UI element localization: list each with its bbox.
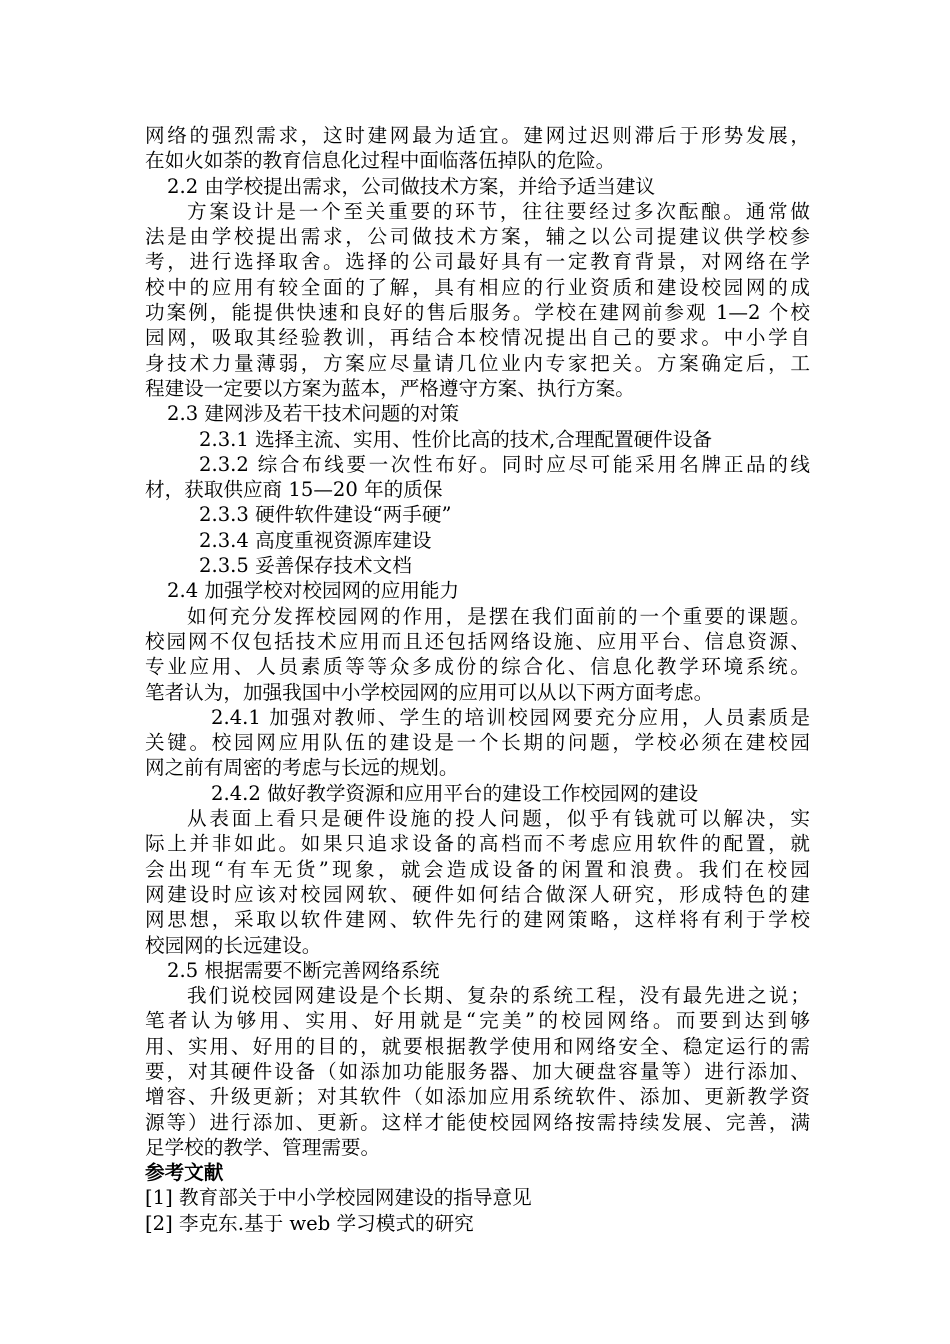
paragraph-line: 专业应用、人员素质等等众多成份的综合化、信息化教学环境系统。 (145, 655, 810, 679)
paragraph-line: 关键。校园网应用队伍的建设是一个长期的问题，学校必须在建校园 (145, 731, 810, 755)
references-heading: 参考文献 (145, 1161, 224, 1185)
reference-item: [2] 李克东.基于 web 学习模式的研究 (145, 1211, 474, 1235)
paragraph-line: 笔者认为够用、实用、好用就是“完美”的校园网络。而要到达到够 (145, 1009, 810, 1033)
paragraph-line: 网建设时应该对校园网软、硬件如何结合做深人研究，形成特色的建 (145, 882, 810, 906)
paragraph-line: 笔者认为，加强我国中小学校园网的应用可以从以下两方面考虑。 (145, 680, 714, 704)
paragraph-line: 校园网的长远建设。 (145, 933, 322, 957)
paragraph-line: 增容、升级更新；对其软件（如添加应用系统软件、添加、更新教学资 (145, 1085, 810, 1109)
paragraph-line: 网思想，采取以软件建网、软件先行的建网策略，这样将有利于学校 (145, 908, 810, 932)
paragraph-line: 程建设一定要以方案为蓝本，严格遵守方案、执行方案。 (145, 376, 635, 400)
subsection-item: 2.3.5 妥善保存技术文档 (199, 554, 412, 578)
paragraph-line: 网之前有周密的考虑与长远的规划。 (145, 756, 459, 780)
subsection-item: 2.3.4 高度重视资源库建设 (199, 528, 432, 552)
subsection-item: 2.3.3 硬件软件建设“两手硬” (199, 503, 452, 527)
section-heading-2-2: 2.2 由学校提出需求，公司做技术方案，并给予适当建议 (167, 174, 656, 198)
section-heading-2-3: 2.3 建网涉及若干技术问题的对策 (167, 402, 460, 426)
document-page (145, 123, 810, 1236)
section-heading-2-5: 2.5 根据需要不断完善网络系统 (167, 958, 440, 982)
paragraph-line: 会出现“有车无货”现象，就会造成设备的闲置和浪费。我们在校园 (145, 857, 810, 881)
paragraph-line: 方案设计是一个至关重要的环节，往往要经过多次酝酿。通常做 (187, 199, 810, 223)
paragraph-line: 网络的强烈需求，这时建网最为适宜。建网过迟则滞后于形势发展， (145, 124, 810, 147)
paragraph-line: 功案例，能提供快速和良好的售后服务。学校在建网前参观 1—2 个校 (145, 301, 810, 325)
paragraph-line: 校中的应用有较全面的了解，具有相应的行业资质和建设校园网的成 (145, 275, 810, 299)
paragraph-line: 园网，吸取其经验教训，再结合本校情况提出自己的要求。中小学自 (145, 326, 810, 350)
subsection-heading-2-4-2: 2.4.2 做好教学资源和应用平台的建设工作校园网的建设 (211, 781, 699, 805)
reference-item: [1] 教育部关于中小学校园网建设的指导意见 (145, 1186, 532, 1210)
subsection-item: 2.3.2 综合布线要一次性布好。同时应尽可能采用名牌正品的线 (199, 452, 810, 476)
paragraph-line: 我们说校园网建设是个长期、复杂的系统工程，没有最先进之说； (187, 984, 810, 1008)
subsection-item: 2.3.1 选择主流、实用、性价比高的技术,合理配置硬件设备 (199, 427, 712, 451)
paragraph-line: 如何充分发挥校园网的作用，是摆在我们面前的一个重要的课题。 (187, 604, 810, 628)
paragraph-line: 校园网不仅包括技术应用而且还包括网络设施、应用平台、信息资源、 (145, 629, 810, 653)
paragraph-line: 际上并非如此。如果只追求设备的高档而不考虑应用软件的配置，就 (145, 832, 810, 856)
paragraph-line: 材，获取供应商 15—20 年的质保 (145, 478, 443, 502)
paragraph-line: 考，进行选择取舍。选择的公司最好具有一定教育背景，对网络在学 (145, 250, 810, 274)
paragraph-line: 要，对其硬件设备（如添加功能服务器、加大硬盘容量等）进行添加、 (145, 1059, 810, 1083)
paragraph-line: 法是由学校提出需求，公司做技术方案，辅之以公司提建议供学校参 (145, 225, 810, 249)
paragraph-line: 身技术力量薄弱，方案应尽量请几位业内专家把关。方案确定后，工 (145, 351, 810, 375)
section-heading-2-4: 2.4 加强学校对校园网的应用能力 (167, 579, 460, 603)
paragraph-line: 用、实用、好用的目的，就要根据教学使用和网络安全、稳定运行的需 (145, 1034, 810, 1058)
paragraph-line: 源等）进行添加、更新。这样才能使校园网络按需持续发展、完善，满 (145, 1110, 810, 1134)
paragraph-line: 在如火如荼的教育信息化过程中面临落伍掉队的危险。 (145, 149, 616, 173)
subsection-heading-2-4-1: 2.4.1 加强对教师、学生的培训校园网要充分应用，人员素质是 (211, 705, 810, 729)
paragraph-line: 从表面上看只是硬件设施的投人问题，似乎有钱就可以解决，实 (187, 807, 810, 831)
paragraph-line: 足学校的教学、管理需要。 (145, 1135, 381, 1159)
